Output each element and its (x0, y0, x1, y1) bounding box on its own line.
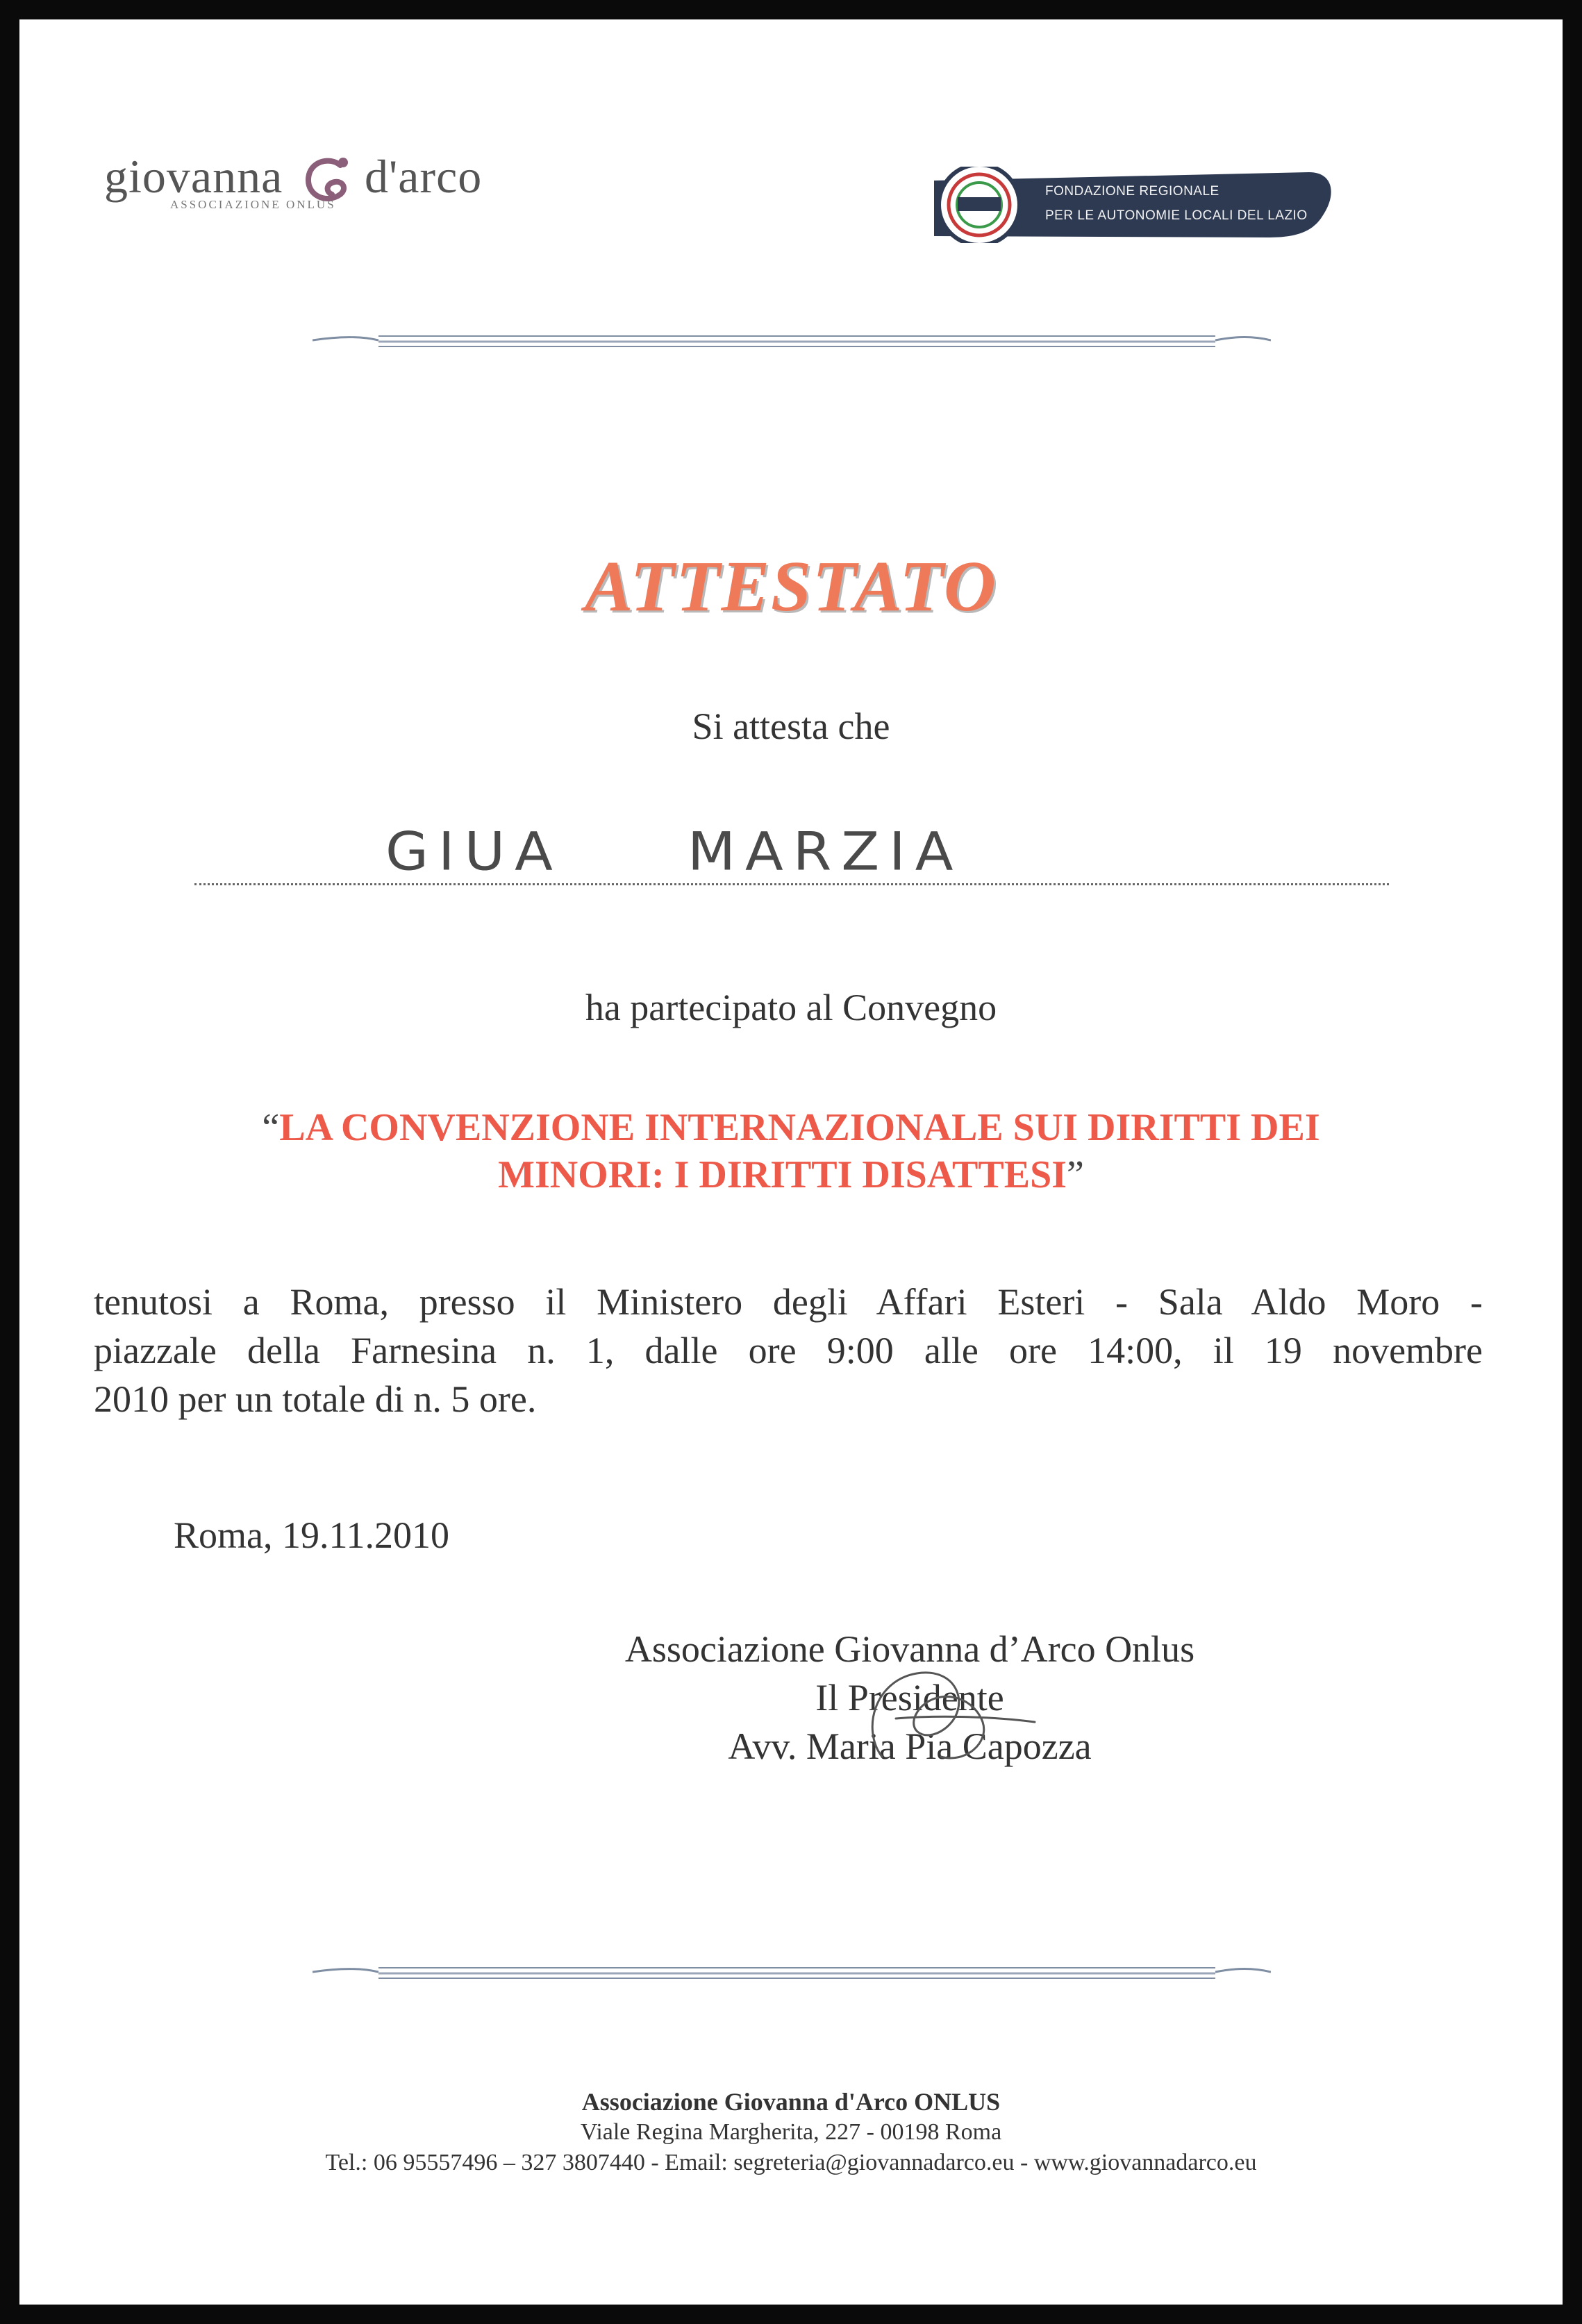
footer-contacts: Tel.: 06 95557496 – 327 3807440 - Email: segreteria@giovannadarco.eu - www.giovannadarco.eu (325, 2150, 1257, 2175)
details-line-2: piazzale della Farnesina n. 1, dalle ore 9:00 alle ore 14:00, il 19 novembre (94, 1330, 1483, 1371)
event-close-quote: ” (1067, 1153, 1084, 1196)
recipient-surname: GIUA (385, 821, 563, 883)
fondazione-line-2: PER LE AUTONOMIE LOCALI DEL LAZIO (1045, 208, 1308, 223)
certificate-title: ATTESTATO (584, 546, 998, 626)
signatory-organization: Associazione Giovanna d’Arco Onlus (624, 1628, 1195, 1670)
details-line-3: 2010 per un totale di n. 5 ore. (94, 1378, 537, 1420)
logo-subtitle: ASSOCIAZIONE ONLUS (170, 198, 336, 211)
handwritten-signature (799, 1653, 1076, 1791)
logo-word-darco: d'arco (365, 150, 483, 203)
logo-word-giovanna: giovanna (104, 150, 283, 203)
reset-seal-icon (906, 167, 1337, 243)
name-dotted-line (194, 883, 1389, 885)
participation-text: ha partecipato al Convegno (585, 987, 997, 1028)
fondazione-line-1: FONDAZIONE REGIONALE (1045, 184, 1219, 199)
recipient-name: MARZIA (688, 821, 963, 883)
intro-text: Si attesta che (692, 705, 890, 747)
giovanna-darco-logo (104, 149, 514, 212)
details-line-1: tenutosi a Roma, presso il Ministero degli Affari Esteri - Sala Aldo Moro - (94, 1281, 1483, 1323)
signatory-name: Avv. Maria Pia Capozza (728, 1725, 1092, 1767)
footer-address: Viale Regina Margherita, 227 - 00198 Roma (580, 2119, 1002, 2145)
ornamental-divider-icon (313, 326, 1271, 354)
footer (0, 2087, 1582, 2178)
ornamental-divider-icon (313, 1958, 1271, 1986)
event-title-line-1: LA CONVENZIONE INTERNAZIONALE SUI DIRITTI DEI (279, 1106, 1320, 1149)
signatory-role: Il Presidente (815, 1677, 1004, 1719)
event-open-quote: “ (262, 1106, 280, 1149)
event-title (0, 1104, 1582, 1198)
footer-organization: Associazione Giovanna d'Arco ONLUS (581, 2088, 1001, 2116)
place-date: Roma, 19.11.2010 (174, 1514, 449, 1556)
event-title-line-2: MINORI: I DIRITTI DISATTESI (498, 1153, 1067, 1196)
fondazione-logo (906, 156, 1337, 260)
event-details (94, 1278, 1483, 1423)
